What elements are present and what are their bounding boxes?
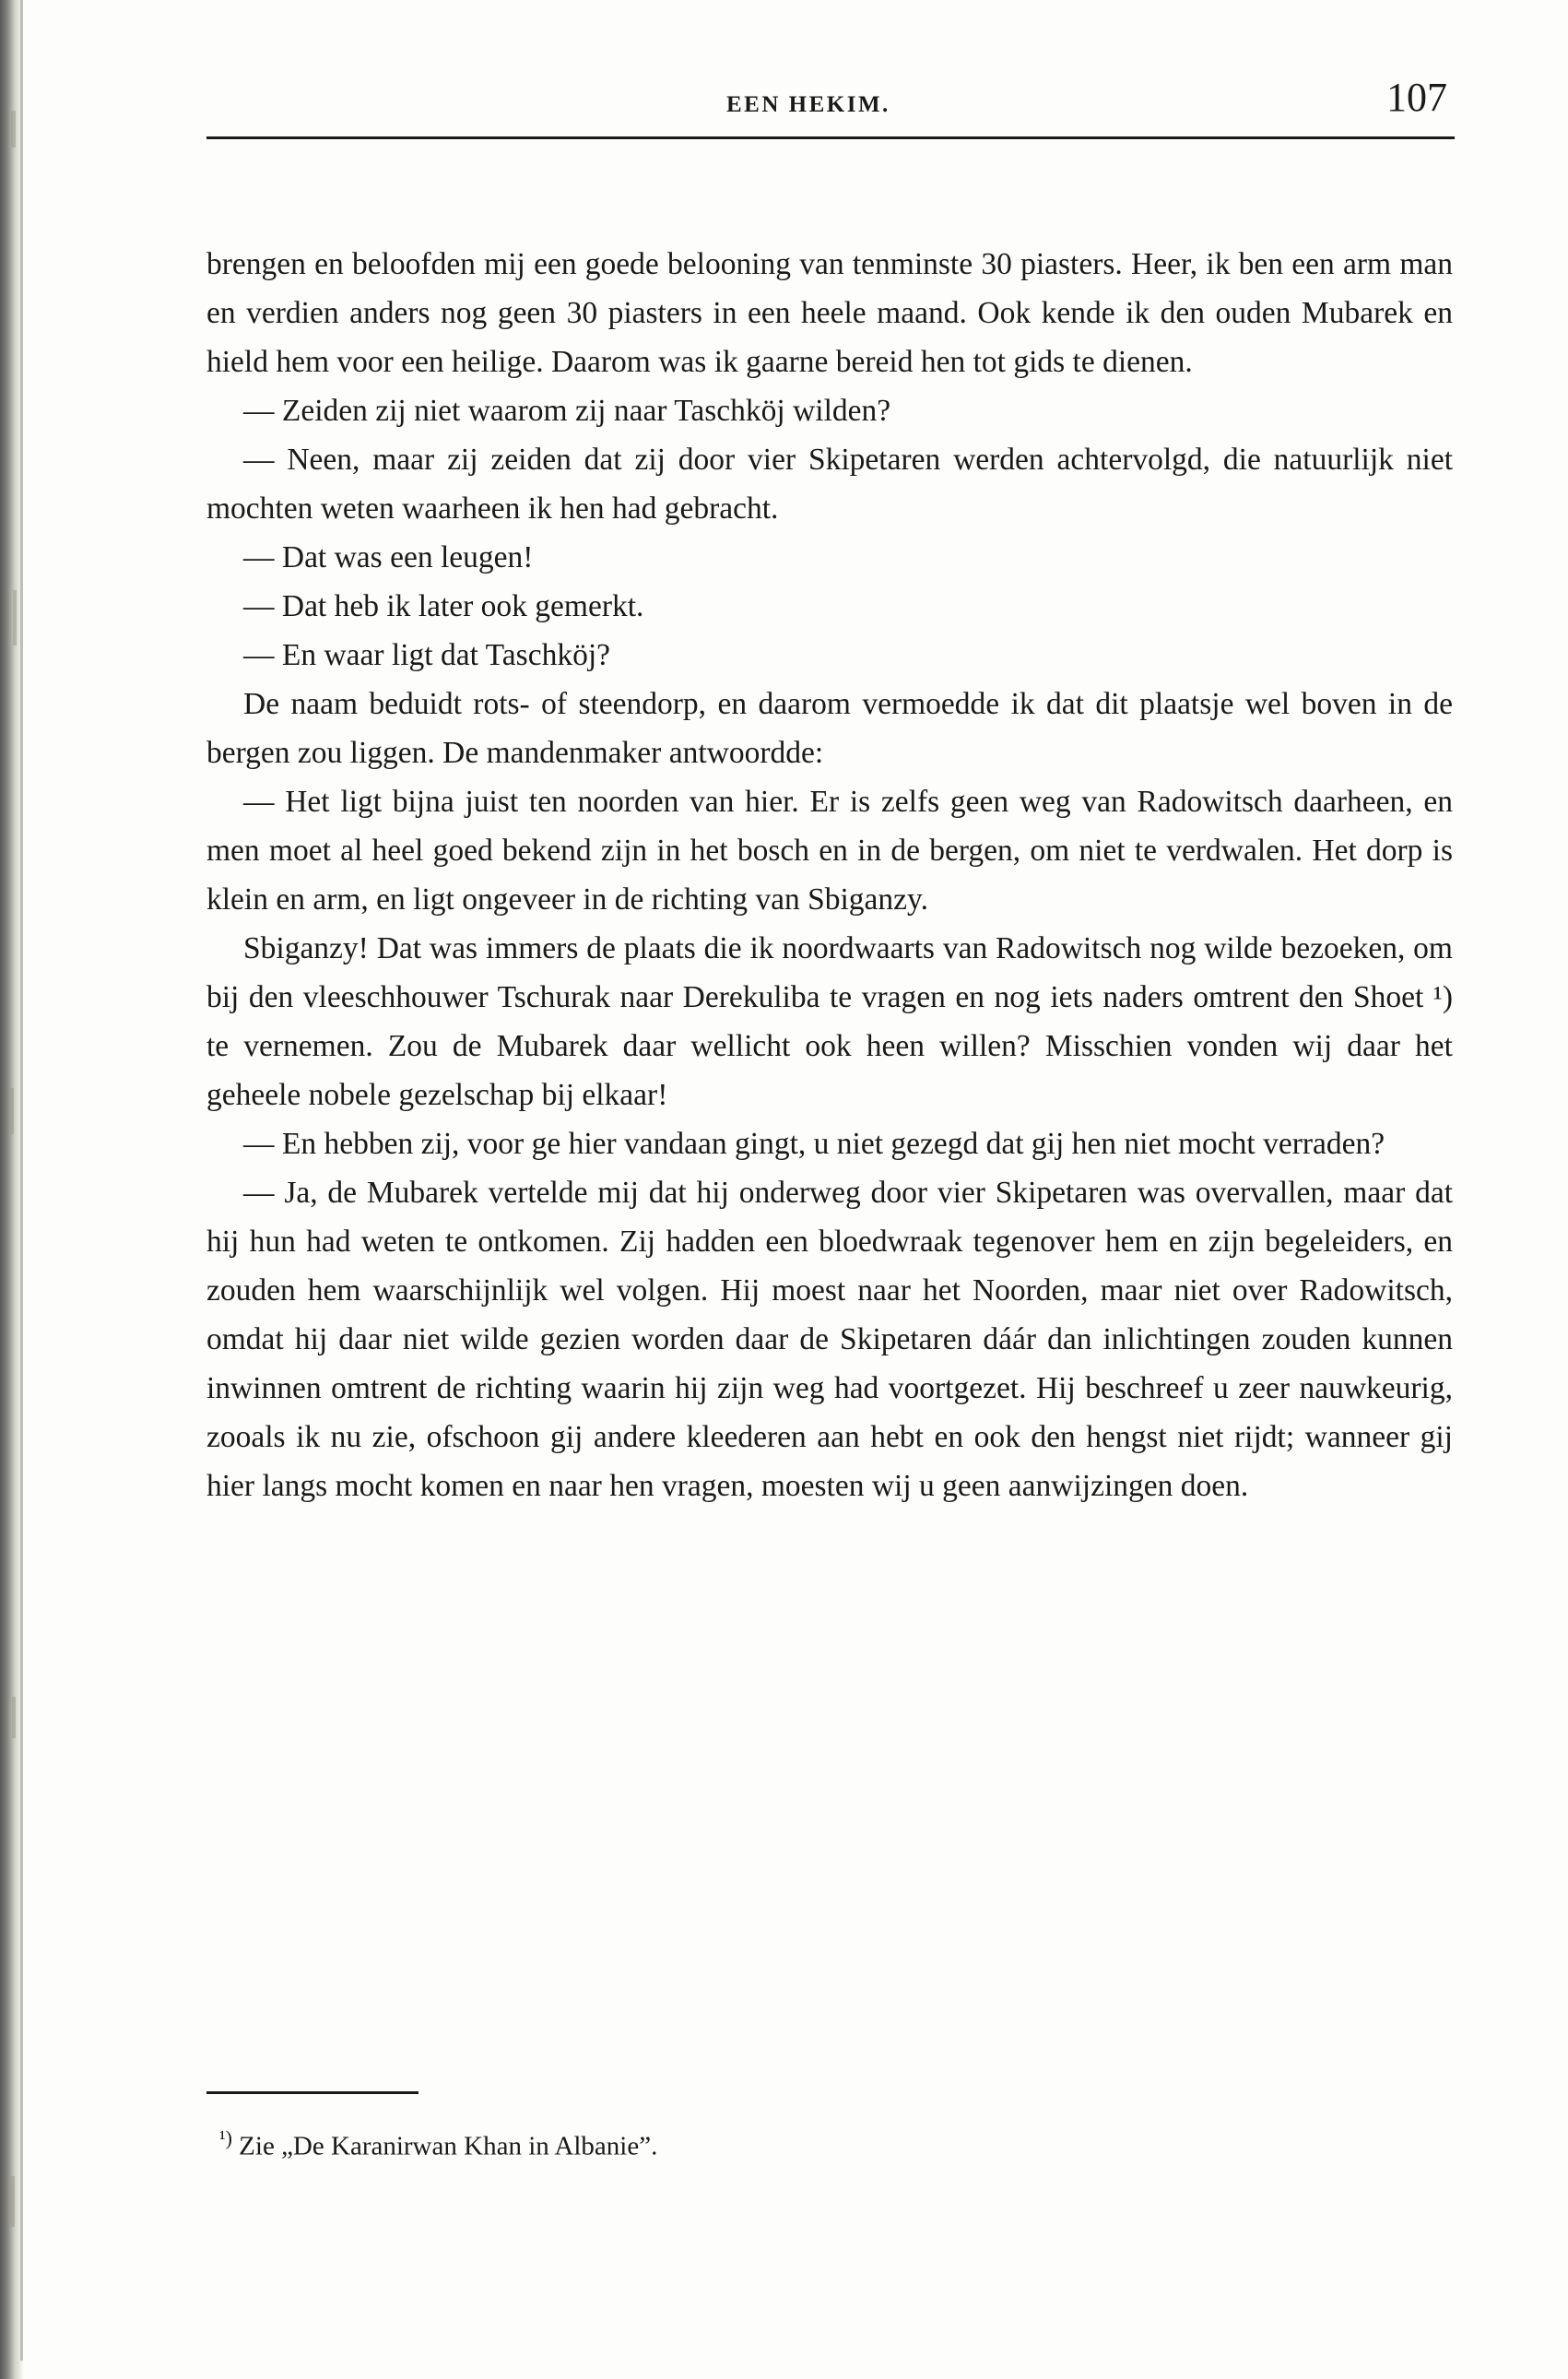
paragraph: brengen en beloofden mij een goede belooning van tenminste 30 piasters. Heer, ik ben een arm man en verdien anders nog geen 30 piasters in een heele maand. Ook kende ik den ouden Mubarek en hield hem voor een heilige. Daarom was ik gaarne bereid hen tot gids te dienen. <box>206 247 1453 379</box>
paragraph: — Het ligt bijna juist ten noorden van hier. Er is zelfs geen weg van Radowitsch daarheen, en men moet al heel goed bekend zijn in het bosch en in de bergen, om niet te verdwalen. Het dorp is klein en arm, en ligt ongeveer in de richting van Sbiganzy. <box>206 785 1453 917</box>
footnote-text: Zie „De Karanirwan Khan in Albanie”. <box>239 2131 658 2161</box>
scan-fleck <box>10 2176 15 2227</box>
paragraph: — Dat was een leugen! <box>243 540 534 574</box>
scan-fleck <box>13 590 17 645</box>
paragraph: Sbiganzy! Dat was immers de plaats die ik noordwaarts van Radowitsch nog wilde bezoeken, om bij den vleeschhouwer Tschurak naar Derekuliba te vragen en nog iets naders omtrent den Shoet ¹) te vernemen. Zou de Mubarek daar wellicht ook heen willen? Misschien vonden wij daar het geheele nobele gezelschap bij elkaar! <box>206 931 1453 1112</box>
page-number: 107 <box>1386 75 1447 120</box>
running-head: EEN HEKIM. <box>726 92 890 117</box>
paragraph: — Neen, maar zij zeiden dat zij door vier Skipetaren werden achtervolgd, die natuurlijk niet mochten weten waarheen ik hen had gebracht. <box>206 443 1453 526</box>
scan-fleck <box>11 111 16 148</box>
footnote-area <box>206 2091 1455 2167</box>
paragraph: — Dat heb ik later ook gemerkt. <box>243 589 644 623</box>
page-gutter-line <box>20 0 23 2361</box>
page-header <box>183 65 1455 133</box>
scan-fleck <box>9 1088 14 1134</box>
paragraph: De naam beduidt rots- of steendorp, en daarom vermoedde ik dat dit plaatsje wel boven in de bergen zou liggen. De mandenmaker antwoordde: <box>206 687 1453 770</box>
footnote <box>206 2118 1455 2167</box>
paragraph: — En hebben zij, voor ge hier vandaan gingt, u niet gezegd dat gij hen niet mocht verraden? <box>243 1127 1385 1161</box>
paragraph: — Ja, de Mubarek vertelde mij dat hij onderweg door vier Skipetaren was overvallen, maar dat hij hun had weten te ontkomen. Zij hadden een bloedwraak tegenover hem en zijn begeleiders, en zouden hem waarschijnlijk wel volgen. Hij moest naar het Noorden, maar niet over Radowitsch, omdat hij daar niet wilde gezien worden daar de Skipetaren dáár dan inlichtingen zouden kunnen inwinnen omtrent de richting waarin hij zijn weg had voortgezet. Hij beschreef u zeer nauwkeurig, zooals ik nu zie, ofschoon gij andere kleederen aan hebt en ook den hengst niet rijdt; wanneer gij hier langs mocht komen en naar hen vragen, moesten wij u geen aanwijzingen doen. <box>206 1176 1453 1503</box>
footnote-rule <box>206 2091 419 2094</box>
page-content <box>183 65 1455 1510</box>
paragraph: — Zeiden zij niet waarom zij naar Taschköj wilden? <box>243 394 891 428</box>
header-rule <box>206 136 1455 139</box>
body-text <box>183 240 1455 1510</box>
scan-fleck <box>12 1697 16 1738</box>
paragraph: — En waar ligt dat Taschköj? <box>243 638 610 672</box>
footnote-marker: ¹) <box>219 2126 232 2149</box>
